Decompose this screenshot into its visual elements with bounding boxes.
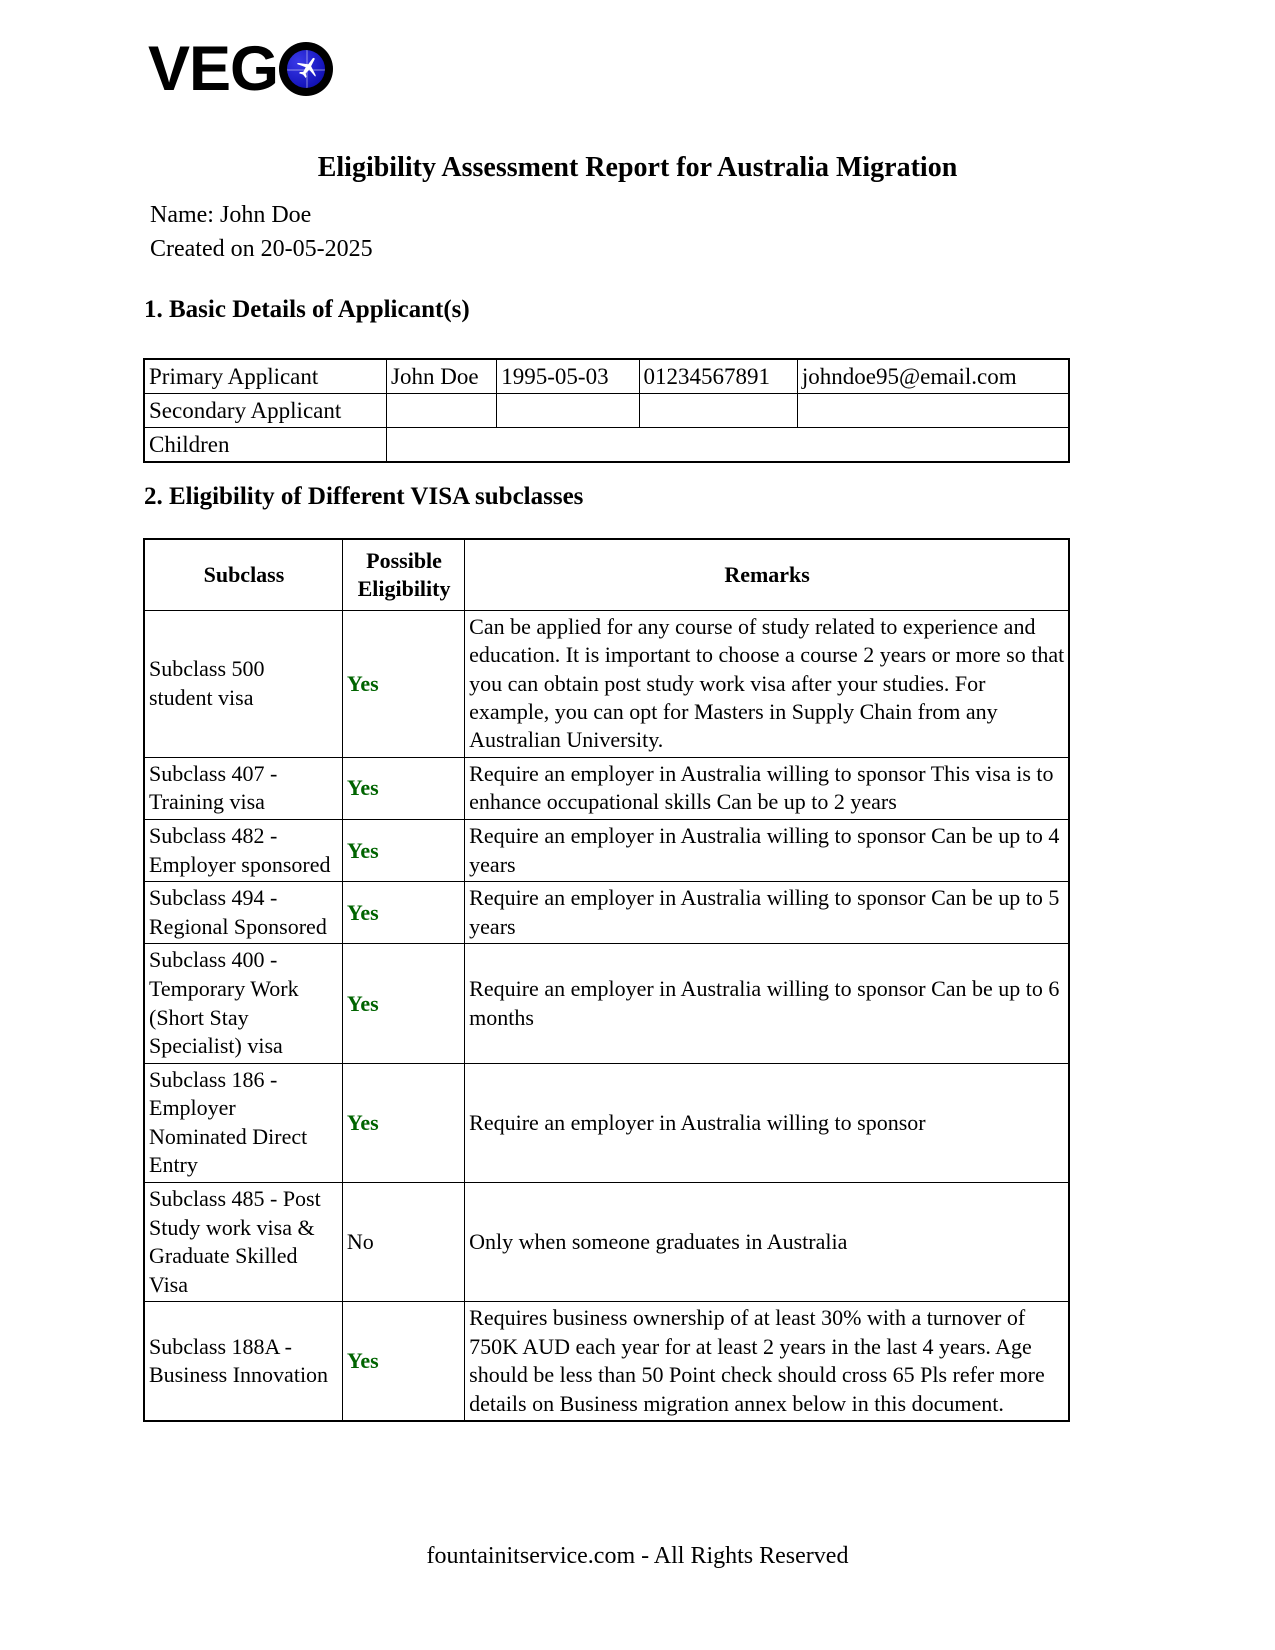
remarks-cell: Only when someone graduates in Australia — [465, 1183, 1069, 1302]
eligibility-status-badge: Yes — [346, 775, 379, 801]
subclass-text-line: Subclass 400 - — [149, 947, 278, 973]
subclass-text-line: Subclass 186 - — [149, 1066, 278, 1092]
visa-subclass-cell — [144, 1183, 342, 1302]
eligibility-status-badge: Yes — [346, 899, 379, 925]
subclass-text-line: Subclass 407 - — [149, 760, 278, 786]
subclass-text-line: Employer — [149, 1095, 236, 1121]
subclass-text-line: Business Innovation — [149, 1362, 329, 1388]
subclass-text-line: Subclass 482 - — [149, 822, 278, 848]
visa-eligibility-table — [143, 538, 1070, 1422]
remarks-cell: Require an employer in Australia willing to sponsor — [465, 1063, 1069, 1182]
subclass-text-line: (Short Stay — [149, 1004, 249, 1030]
eligibility-cell — [342, 819, 464, 881]
visa-subclass-cell — [144, 1063, 342, 1182]
remarks-cell: Requires business ownership of at least 30% with a turnover of 750K AUD each year for at least 2 years in the last 4 years. Age should be less than 50 Point check should cross 65 Pls refer more details on Business migration annex below in this document. — [465, 1302, 1069, 1421]
table-row — [144, 1183, 1069, 1302]
applicant-email-cell — [797, 394, 1069, 428]
header-eligibility-line-1: Possible — [366, 548, 442, 573]
created-date-line: Created on 20-05-2025 — [150, 236, 373, 262]
table-row — [144, 359, 1069, 394]
subclass-text-line: Entry — [149, 1152, 198, 1178]
basic-details-table — [143, 358, 1070, 463]
applicant-phone-cell: 01234567891 — [639, 359, 797, 394]
subclass-text-line: Study work visa & — [149, 1214, 315, 1240]
section-1-heading: 1. Basic Details of Applicant(s) — [144, 296, 470, 323]
header-remarks: Remarks — [465, 539, 1069, 610]
applicant-type-cell: Secondary Applicant — [144, 394, 387, 428]
eligibility-cell — [342, 1183, 464, 1302]
applicant-type-cell: Primary Applicant — [144, 359, 387, 394]
vego-logo — [148, 33, 333, 104]
applicant-phone-cell — [639, 394, 797, 428]
table-row — [144, 428, 1069, 463]
subclass-text-line: Graduate Skilled — [149, 1243, 298, 1269]
remarks-cell: Require an employer in Australia willing to sponsor This visa is to enhance occupational skills Can be up to 2 years — [465, 757, 1069, 819]
subclass-text-line: Subclass 494 - — [149, 885, 278, 911]
eligibility-status-badge: No — [346, 1229, 374, 1255]
subclass-text-line: Subclass 485 - Post — [149, 1186, 321, 1212]
subclass-text-line: student visa — [149, 684, 254, 710]
eligibility-cell — [342, 882, 464, 944]
table-row — [144, 882, 1069, 944]
subclass-text-line: Subclass 188A - — [149, 1333, 292, 1359]
eligibility-cell — [342, 610, 464, 757]
visa-subclass-cell — [144, 757, 342, 819]
subclass-text-line: Employer sponsored — [149, 851, 331, 877]
remarks-cell: Require an employer in Australia willing to sponsor Can be up to 6 months — [465, 944, 1069, 1063]
logo-text-veg: VEG — [148, 33, 279, 104]
page-footer: fountainitservice.com - All Rights Reserved — [426, 1543, 849, 1569]
visa-subclass-cell — [144, 1302, 342, 1421]
table-row — [144, 610, 1069, 757]
logo-globe-o-icon — [279, 42, 333, 96]
table-row — [144, 1302, 1069, 1421]
header-eligibility-line-2: Eligibility — [357, 575, 451, 601]
visa-subclass-cell — [144, 819, 342, 881]
subclass-text-line: Specialist) visa — [149, 1033, 283, 1059]
table-row — [144, 1063, 1069, 1182]
visa-subclass-cell — [144, 944, 342, 1063]
eligibility-status-badge: Yes — [346, 990, 379, 1016]
header-subclass: Subclass — [144, 539, 342, 610]
applicant-name-line: Name: John Doe — [150, 202, 312, 228]
subclass-text-line: Visa — [149, 1271, 189, 1297]
header-possible-eligibility — [342, 539, 464, 610]
table-header-row — [144, 539, 1069, 610]
page-title: Eligibility Assessment Report for Australia Migration — [317, 152, 958, 183]
subclass-text-line: Training visa — [149, 789, 265, 815]
subclass-text-line: Regional Sponsored — [149, 913, 327, 939]
airplane-icon — [290, 53, 322, 85]
table-row — [144, 757, 1069, 819]
eligibility-cell — [342, 1302, 464, 1421]
eligibility-cell — [342, 757, 464, 819]
applicant-email-cell: johndoe95@email.com — [797, 359, 1069, 394]
table-row — [144, 819, 1069, 881]
eligibility-status-badge: Yes — [346, 837, 379, 863]
eligibility-status-badge: Yes — [346, 1348, 379, 1374]
subclass-text-line: Nominated Direct — [149, 1123, 308, 1149]
eligibility-status-badge: Yes — [346, 1109, 379, 1135]
applicant-dob-cell: 1995-05-03 — [497, 359, 639, 394]
remarks-cell: Require an employer in Australia willing to sponsor Can be up to 4 years — [465, 819, 1069, 881]
visa-subclass-cell — [144, 882, 342, 944]
section-2-heading: 2. Eligibility of Different VISA subclasses — [144, 483, 584, 510]
visa-subclass-cell — [144, 610, 342, 757]
children-detail-cell — [387, 428, 1069, 463]
applicant-name-cell: John Doe — [387, 359, 497, 394]
remarks-cell: Can be applied for any course of study related to experience and education. It is important to choose a course 2 years or more so that you can obtain post study work visa after your studies. For example, you can opt for Masters in Supply Chain from any Australian University. — [465, 610, 1069, 757]
eligibility-cell — [342, 944, 464, 1063]
applicant-dob-cell — [497, 394, 639, 428]
table-row — [144, 944, 1069, 1063]
subclass-text-line: Temporary Work — [149, 975, 299, 1001]
table-row — [144, 394, 1069, 428]
remarks-cell: Require an employer in Australia willing to sponsor Can be up to 5 years — [465, 882, 1069, 944]
logo-wordmark — [148, 33, 333, 104]
applicant-type-cell: Children — [144, 428, 387, 463]
applicant-name-cell — [387, 394, 497, 428]
subclass-text-line: Subclass 500 — [149, 656, 265, 682]
eligibility-cell — [342, 1063, 464, 1182]
eligibility-status-badge: Yes — [346, 670, 379, 696]
